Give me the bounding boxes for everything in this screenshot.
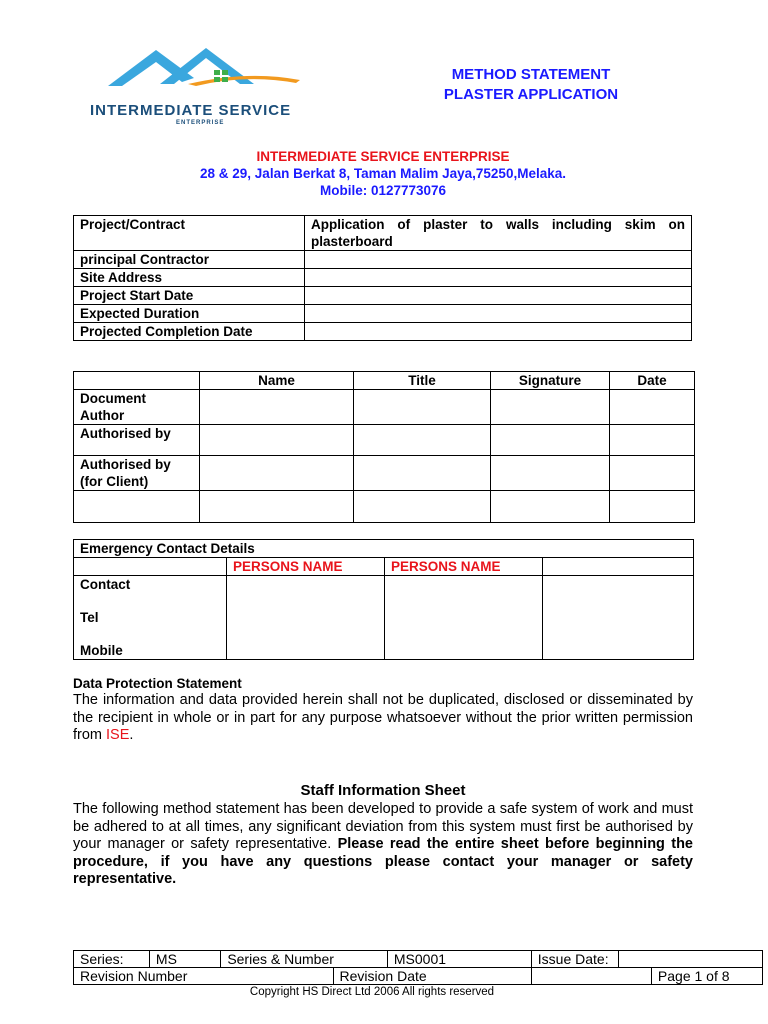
expected-duration-value[interactable]	[305, 305, 692, 323]
contact-labels-cell	[74, 576, 227, 660]
name-header: Name	[200, 372, 354, 390]
client-name-cell[interactable]	[200, 456, 354, 491]
title-line-2: PLASTER APPLICATION	[443, 86, 619, 103]
document-title	[400, 65, 662, 105]
author-name-cell[interactable]	[200, 390, 354, 425]
company-details	[73, 148, 693, 199]
copyright-notice: Copyright HS Direct Ltd 2006 All rights reserved	[249, 986, 495, 998]
table-row	[74, 540, 694, 558]
table-row	[74, 390, 695, 425]
table-row	[74, 576, 694, 660]
emergency-title: Emergency Contact Details	[74, 540, 694, 558]
series-value: MS	[149, 951, 220, 968]
table-row	[74, 968, 763, 985]
company-mobile: Mobile: 0127773076	[319, 183, 447, 198]
blank-header-cell	[74, 372, 200, 390]
footer-table	[73, 950, 763, 985]
completion-date-value[interactable]	[305, 323, 692, 341]
table-row	[74, 216, 692, 251]
start-date-value[interactable]	[305, 287, 692, 305]
table-row	[74, 425, 695, 456]
site-address-value[interactable]	[305, 269, 692, 287]
authorised-title-cell[interactable]	[354, 425, 491, 456]
extra-label-cell	[74, 491, 200, 523]
blank-header-cell	[74, 558, 227, 576]
table-row	[74, 491, 695, 523]
blank-header-cell-2	[543, 558, 694, 576]
company-address: 28 & 29, Jalan Berkat 8, Taman Malim Jaya,75250,Melaka.	[200, 166, 566, 181]
title-header: Title	[354, 372, 491, 390]
title-line-1: METHOD STATEMENT	[451, 66, 611, 83]
logo-subtext: ENTERPRISE	[176, 120, 225, 126]
author-title-cell[interactable]	[354, 390, 491, 425]
site-address-label: Site Address	[74, 269, 305, 287]
completion-date-label: Projected Completion Date	[74, 323, 305, 341]
staff-info-body	[73, 801, 693, 889]
extra-date-cell[interactable]	[610, 491, 695, 523]
table-row	[74, 287, 692, 305]
client-date-cell[interactable]	[610, 456, 695, 491]
authorised-date-cell[interactable]	[610, 425, 695, 456]
data-protection-body	[73, 692, 693, 745]
staff-info-text: The following method statement has been developed to provide a safe system of work and must be adhered to at all times, any significant deviation from this system must first be authorised by your manager or safety representative.	[73, 801, 693, 852]
document-author-label: Document Author	[74, 390, 200, 425]
signature-header: Signature	[491, 372, 610, 390]
data-protection-end: .	[129, 727, 134, 743]
person-3-details-cell[interactable]	[543, 576, 694, 660]
start-date-label: Project Start Date	[74, 287, 305, 305]
page-number: Page 1 of 8	[651, 968, 762, 985]
ise-highlight: ISE	[106, 727, 130, 743]
project-label: Project/Contract	[74, 216, 305, 251]
persons-name-header-2: PERSONS NAME	[385, 558, 543, 576]
issue-date-label: Issue Date:	[531, 951, 618, 968]
revision-date-label: Revision Date	[333, 968, 531, 985]
contact-label: Contact	[80, 577, 131, 592]
revision-number-label: Revision Number	[74, 968, 334, 985]
principal-contractor-value[interactable]	[305, 251, 692, 269]
data-protection-text: The information and data provided herein shall not be duplicated, disclosed or disseminated by the recipient in whole or in part for any purpose whatsoever without the prior written permission from	[73, 692, 693, 743]
emergency-contact-table	[73, 539, 694, 660]
mobile-label: Mobile	[80, 643, 123, 658]
person-1-details-cell[interactable]	[227, 576, 385, 660]
tel-label: Tel	[80, 610, 99, 625]
extra-name-cell[interactable]	[200, 491, 354, 523]
expected-duration-label: Expected Duration	[74, 305, 305, 323]
company-logo	[78, 44, 314, 130]
project-details-table	[73, 215, 692, 341]
principal-contractor-label: principal Contractor	[74, 251, 305, 269]
table-row	[74, 269, 692, 287]
table-row	[74, 305, 692, 323]
table-header-row	[74, 372, 695, 390]
extra-title-cell[interactable]	[354, 491, 491, 523]
person-2-details-cell[interactable]	[385, 576, 543, 660]
authorised-by-label: Authorised by	[74, 425, 200, 456]
company-name: INTERMEDIATE SERVICE ENTERPRISE	[256, 149, 510, 164]
client-signature-cell[interactable]	[491, 456, 610, 491]
author-signature-cell[interactable]	[491, 390, 610, 425]
date-header: Date	[610, 372, 695, 390]
series-number-label: Series & Number	[221, 951, 388, 968]
table-header-row	[74, 558, 694, 576]
table-row	[74, 323, 692, 341]
data-protection-title: Data Protection Statement	[73, 676, 242, 691]
table-row	[74, 951, 763, 968]
house-roof-icon	[78, 44, 314, 104]
series-label: Series:	[74, 951, 150, 968]
issue-date-value	[619, 951, 763, 968]
author-date-cell[interactable]	[610, 390, 695, 425]
extra-signature-cell[interactable]	[491, 491, 610, 523]
table-row	[74, 456, 695, 491]
staff-info-title: Staff Information Sheet	[300, 782, 466, 799]
authorised-client-label: Authorised by (for Client)	[74, 456, 200, 491]
authorised-name-cell[interactable]	[200, 425, 354, 456]
authorised-signature-cell[interactable]	[491, 425, 610, 456]
series-number-value: MS0001	[387, 951, 531, 968]
table-row	[74, 251, 692, 269]
client-title-cell[interactable]	[354, 456, 491, 491]
logo-text: INTERMEDIATE SERVICE	[90, 102, 292, 119]
authorisation-table	[73, 371, 695, 523]
revision-date-value	[531, 968, 651, 985]
staff-info-bold-text: Please read the entire sheet before beginning the procedure, if you have any questions please contact your manager or safety representative.	[73, 836, 693, 887]
persons-name-header-1: PERSONS NAME	[227, 558, 385, 576]
project-value: Application of plaster to walls including skim on plasterboard	[305, 216, 692, 251]
